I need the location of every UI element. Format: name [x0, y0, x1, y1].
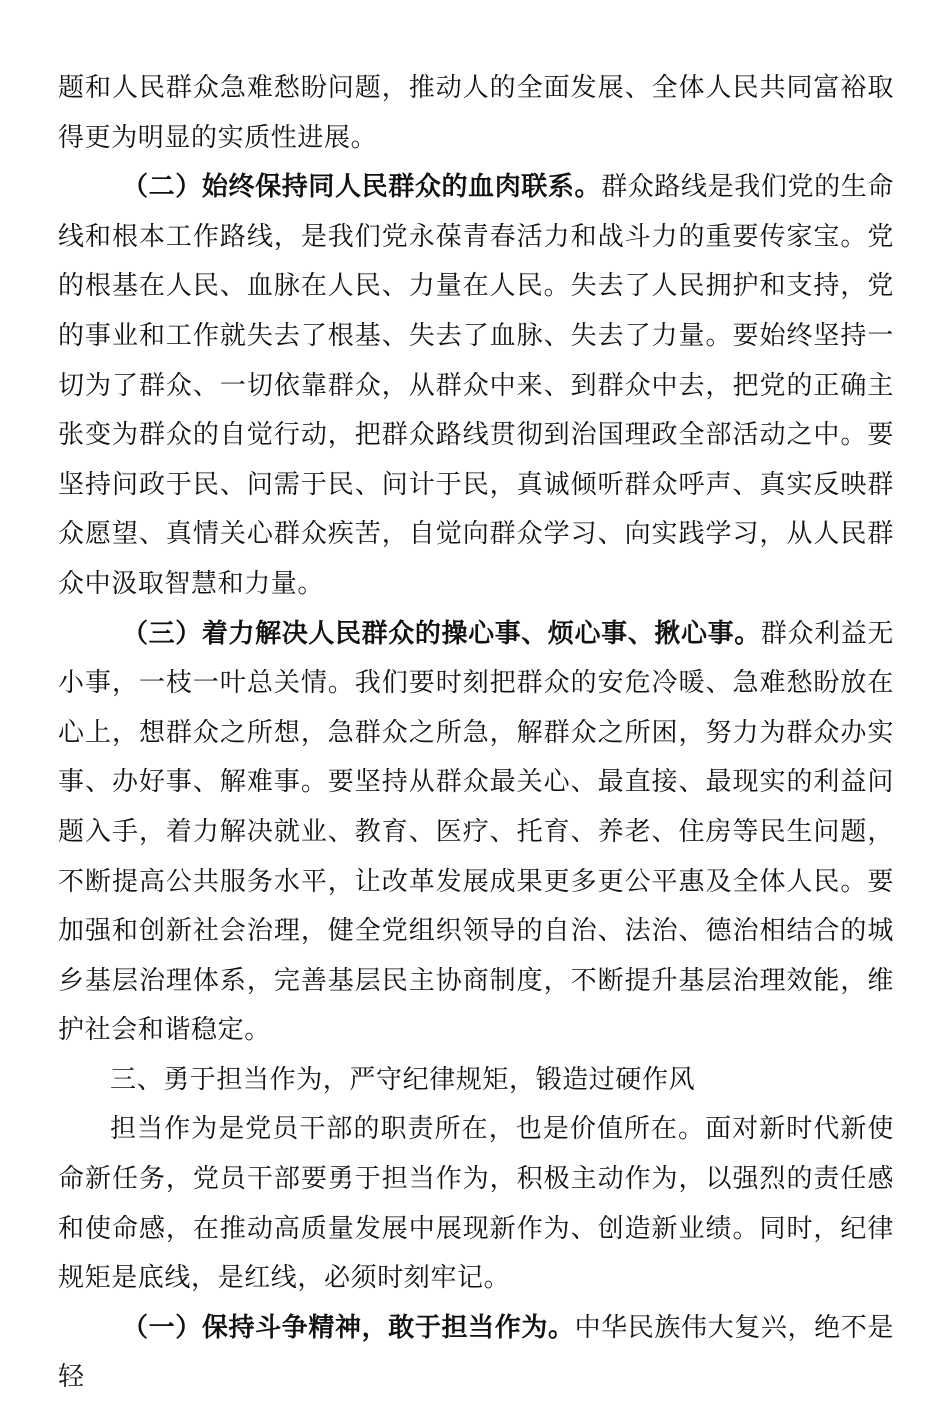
paragraph-struggle-spirit — [58, 1304, 894, 1403]
paragraph-responsibility — [58, 1105, 894, 1303]
section-heading: 三、勇于担当作为，严守纪律规矩，锻造过硬作风 — [110, 1064, 696, 1095]
document-page — [58, 64, 894, 1403]
paragraph-lead: （一）保持斗争精神，敢于担当作为。 — [122, 1312, 575, 1343]
paragraph-text: 群众路线是我们党的生命线和根本工作路线，是我们党永葆青春活力和战斗力的重要传家宝。党的根基在人民、血脉在人民、力量在人民。失去了人民拥护和支持，党的事业和工作就失去了根基、失去了血脉、失去了力量。要始终坚持一切为了群众、一切依靠群众，从群众中来、到群众中去，把党的正确主张变为群众的自觉行动，把群众路线贯彻到治国理政全部活动之中。要坚持问政于民、问需于民、问计于民，真诚倾听群众呼声、真实反映群众愿望、真情关心群众疾苦，自觉向群众学习、向实践学习，从人民群众中汲取智慧和力量。 — [58, 172, 894, 599]
paragraph-text: 题和人民群众急难愁盼问题，推动人的全面发展、全体人民共同富裕取得更为明显的实质性进展。 — [58, 73, 894, 153]
paragraph-concerns — [58, 610, 894, 1056]
paragraph-blood-ties — [58, 163, 894, 609]
paragraph-continuation — [58, 64, 894, 163]
paragraph-lead: （三）着力解决人民群众的操心事、烦心事、揪心事。 — [122, 618, 761, 649]
paragraph-lead: （二）始终保持同人民群众的血肉联系。 — [122, 172, 602, 203]
paragraph-text: 群众利益无小事，一枝一叶总关情。我们要时刻把群众的安危冷暖、急难愁盼放在心上，想群众之所想，急群众之所急，解群众之所困，努力为群众办实事、办好事、解难事。要坚持从群众最关心、最直接、最现实的利益问题入手，着力解决就业、教育、医疗、托育、养老、住房等民生问题，不断提高公共服务水平，让改革发展成果更多更公平惠及全体人民。要加强和创新社会治理，健全党组织领导的自治、法治、德治相结合的城乡基层治理体系，完善基层民主协商制度，不断提升基层治理效能，维护社会和谐稳定。 — [58, 618, 894, 1046]
paragraph-text: 担当作为是党员干部的职责所在，也是价值所在。面对新时代新使命新任务，党员干部要勇于担当作为，积极主动作为，以强烈的责任感和使命感，在推动高质量发展中展现新作为、创造新业绩。同时，纪律规矩是底线，是红线，必须时刻牢记。 — [58, 1114, 894, 1294]
paragraph-text: 中华民族伟大复兴，绝不是轻 — [58, 1312, 894, 1393]
